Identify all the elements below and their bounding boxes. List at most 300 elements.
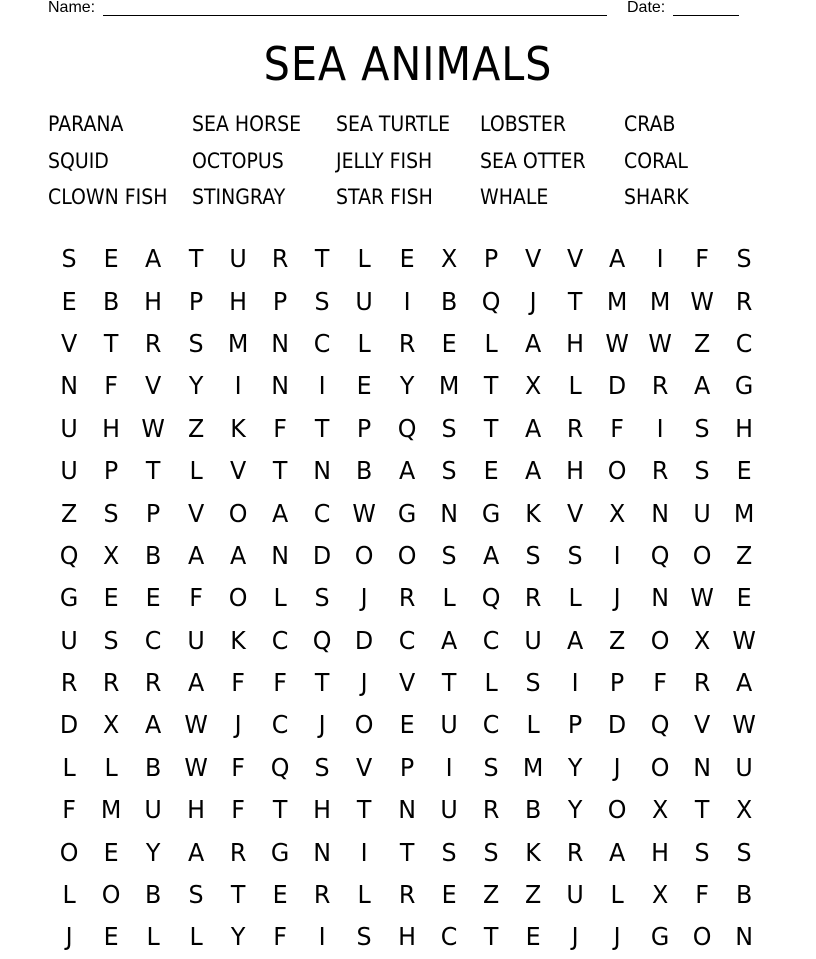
grid-letter[interactable]: A [187, 668, 204, 698]
grid-letter[interactable]: Q [59, 540, 79, 570]
grid-letter[interactable]: I [360, 837, 368, 867]
grid-letter[interactable]: T [104, 328, 119, 358]
grid-letter[interactable]: H [228, 286, 247, 316]
grid-letter[interactable]: S [314, 286, 330, 316]
grid-letter[interactable]: F [62, 795, 76, 825]
grid-letter[interactable]: L [273, 583, 287, 613]
grid-letter[interactable]: S [525, 668, 541, 698]
grid-letter[interactable]: C [482, 710, 500, 740]
grid-letter[interactable]: T [146, 456, 161, 486]
grid-letter[interactable]: I [614, 540, 622, 570]
grid-letter[interactable]: Q [312, 625, 332, 655]
grid-letter[interactable]: E [441, 328, 457, 358]
grid-letter[interactable]: S [441, 540, 457, 570]
grid-letter[interactable]: Y [188, 371, 203, 401]
grid-letter[interactable]: S [441, 456, 457, 486]
grid-letter[interactable]: Q [650, 710, 670, 740]
grid-letter[interactable]: T [230, 880, 246, 910]
grid-letter[interactable]: W [690, 286, 714, 316]
grid-letter[interactable]: L [568, 371, 582, 401]
grid-letter[interactable]: P [188, 286, 203, 316]
grid-letter[interactable]: S [525, 540, 541, 570]
date-label: Date: [627, 0, 666, 16]
grid-letter[interactable]: Z [693, 328, 711, 358]
page-title: SEA ANIMALS [263, 37, 553, 91]
grid-letter[interactable]: D [608, 710, 627, 740]
grid-letter[interactable]: N [397, 795, 416, 825]
grid-letter[interactable]: C [271, 625, 289, 655]
grid-letter[interactable]: L [357, 880, 372, 910]
grid-letter[interactable]: A [567, 625, 584, 655]
grid-letter[interactable]: S [188, 880, 204, 910]
grid-letter[interactable]: S [356, 922, 372, 952]
grid-letter[interactable]: S [188, 328, 204, 358]
grid-letter[interactable]: N [735, 922, 753, 952]
grid-letter[interactable]: B [145, 540, 162, 570]
grid-letter[interactable]: L [610, 880, 625, 910]
grid-letter[interactable]: R [145, 668, 162, 698]
grid-letter[interactable]: J [614, 752, 622, 782]
grid-letter[interactable]: S [736, 244, 752, 274]
grid-letter[interactable]: A [440, 625, 457, 655]
grid-letter[interactable]: H [566, 456, 585, 486]
grid-letter[interactable]: J [234, 710, 242, 740]
grid-letter[interactable]: I [318, 922, 326, 952]
grid-letter[interactable]: E [441, 880, 457, 910]
grid-letter[interactable]: V [229, 456, 246, 486]
grid-letter[interactable]: Y [146, 837, 161, 867]
grid-letter[interactable]: I [318, 371, 326, 401]
grid-letter[interactable]: T [357, 795, 372, 825]
grid-letter[interactable]: H [566, 328, 585, 358]
grid-letter[interactable]: F [104, 371, 119, 401]
grid-letter[interactable]: H [313, 795, 332, 825]
grid-letter[interactable]: O [397, 540, 416, 570]
grid-letter[interactable]: G [270, 837, 290, 867]
grid-letter[interactable]: N [439, 498, 458, 528]
grid-letter[interactable]: K [525, 498, 541, 528]
grid-letter[interactable]: R [651, 456, 668, 486]
grid-letter[interactable]: O [608, 795, 627, 825]
grid-letter[interactable]: E [272, 880, 288, 910]
grid-letter[interactable]: W [647, 328, 672, 358]
grid-letter[interactable]: O [228, 498, 248, 528]
grid-letter[interactable]: O [101, 880, 121, 910]
grid-letter[interactable]: C [313, 328, 331, 358]
grid-letter[interactable]: D [355, 625, 374, 655]
grid-letter[interactable]: S [103, 625, 119, 655]
grid-letter[interactable]: A [609, 837, 626, 867]
grid-letter[interactable]: N [60, 371, 78, 401]
grid-letter[interactable]: T [441, 668, 457, 698]
grid-letter[interactable]: X [693, 625, 711, 655]
grid-letter[interactable]: A [525, 456, 542, 486]
grid-letter[interactable]: G [59, 583, 79, 613]
grid-letter[interactable]: V [567, 498, 584, 528]
grid-letter[interactable]: I [445, 752, 453, 782]
grid-letter[interactable]: N [313, 456, 332, 486]
grid-letter[interactable]: B [735, 880, 753, 910]
grid-letter[interactable]: J [614, 922, 622, 952]
grid-letter[interactable]: A [482, 540, 500, 570]
grid-letter[interactable]: X [103, 710, 120, 740]
grid-letter[interactable]: S [61, 244, 77, 274]
grid-letter[interactable]: T [314, 668, 330, 698]
grid-letter[interactable]: Y [399, 371, 414, 401]
grid-letter[interactable]: O [692, 540, 712, 570]
grid-letter[interactable]: O [608, 456, 627, 486]
grid-letter[interactable]: V [60, 328, 78, 358]
grid-letter[interactable]: X [609, 498, 626, 528]
grid-letter[interactable]: B [440, 286, 457, 316]
grid-letter[interactable]: S [694, 837, 710, 867]
grid-letter[interactable]: S [441, 837, 457, 867]
grid-letter[interactable]: I [403, 286, 411, 316]
grid-letter[interactable]: T [314, 244, 330, 274]
grid-letter[interactable]: V [145, 371, 162, 401]
grid-letter[interactable]: F [231, 752, 245, 782]
grid-letter[interactable]: I [234, 371, 242, 401]
grid-letter[interactable]: B [145, 752, 162, 782]
grid-letter[interactable]: W [732, 710, 756, 740]
grid-letter[interactable]: O [650, 752, 670, 782]
grid-letter[interactable]: I [656, 244, 664, 274]
grid-letter[interactable]: T [272, 795, 288, 825]
grid-letter[interactable]: R [398, 583, 415, 613]
grid-letter[interactable]: X [735, 795, 753, 825]
grid-letter[interactable]: A [145, 710, 162, 740]
grid-letter[interactable]: M [649, 286, 670, 316]
grid-letter[interactable]: C [398, 625, 415, 655]
grid-letter[interactable]: E [103, 244, 119, 274]
grid-letter[interactable]: A [525, 328, 542, 358]
grid-letter[interactable]: A [229, 540, 246, 570]
grid-row [48, 408, 766, 450]
grid-letter[interactable]: U [186, 625, 205, 655]
grid-letter[interactable]: M [227, 328, 249, 358]
grid-letter[interactable]: E [356, 371, 372, 401]
grid-letter[interactable]: M [101, 795, 122, 825]
grid-letter[interactable]: F [273, 668, 287, 698]
grid-letter[interactable]: L [526, 710, 540, 740]
grid-letter[interactable]: V [356, 752, 373, 782]
grid-letter[interactable]: P [610, 668, 625, 698]
grid-letter[interactable]: L [146, 922, 161, 952]
grid-letter[interactable]: D [313, 540, 332, 570]
grid-letter[interactable]: E [483, 456, 499, 486]
grid-letter[interactable]: A [398, 456, 415, 486]
grid-letter[interactable]: H [735, 413, 754, 443]
grid-letter[interactable]: F [273, 922, 287, 952]
grid-letter[interactable]: M [522, 752, 544, 782]
grid-letter[interactable]: O [355, 540, 374, 570]
grid-letter[interactable]: E [103, 837, 119, 867]
grid-letter[interactable]: V [187, 498, 204, 528]
grid-letter[interactable]: U [229, 244, 247, 274]
grid-letter[interactable]: U [60, 625, 78, 655]
grid-letter[interactable]: T [314, 413, 330, 443]
grid-letter[interactable]: U [524, 625, 542, 655]
grid-letter[interactable]: L [62, 880, 76, 910]
grid-letter[interactable]: V [567, 244, 584, 274]
grid-letter[interactable]: B [103, 286, 120, 316]
grid-letter[interactable]: N [650, 498, 669, 528]
grid-letter[interactable]: F [231, 668, 245, 698]
grid-letter[interactable]: M [438, 371, 460, 401]
grid-letter[interactable]: E [736, 456, 752, 486]
grid-letter[interactable]: M [733, 498, 755, 528]
grid-letter[interactable]: N [693, 752, 711, 782]
grid-letter[interactable]: G [481, 498, 501, 528]
grid-letter[interactable]: P [272, 286, 288, 316]
word-list-item: WHALE [480, 185, 549, 209]
grid-letter[interactable]: L [357, 244, 372, 274]
grid-letter[interactable]: S [314, 583, 330, 613]
grid-letter[interactable]: F [273, 413, 287, 443]
grid-letter[interactable]: P [104, 456, 119, 486]
grid-letter[interactable]: Q [650, 540, 670, 570]
grid-letter[interactable]: P [568, 710, 583, 740]
grid-letter[interactable]: I [656, 413, 664, 443]
grid-letter[interactable]: L [189, 456, 203, 486]
grid-letter[interactable]: S [736, 837, 752, 867]
grid-letter[interactable]: W [141, 413, 166, 443]
grid-letter[interactable]: S [483, 752, 499, 782]
grid-letter[interactable]: T [399, 837, 414, 867]
grid-letter[interactable]: F [188, 583, 203, 613]
grid-letter[interactable]: V [693, 710, 711, 740]
grid-letter[interactable]: Q [481, 286, 501, 316]
grid-letter[interactable]: F [695, 244, 709, 274]
grid-letter[interactable]: B [145, 880, 162, 910]
grid-letter[interactable]: S [694, 456, 710, 486]
grid-letter[interactable]: H [650, 837, 669, 867]
grid-letter[interactable]: A [735, 668, 753, 698]
grid-letter[interactable]: S [483, 837, 499, 867]
grid-letter[interactable]: T [483, 413, 499, 443]
grid-letter[interactable]: L [62, 752, 76, 782]
grid-letter[interactable]: R [229, 837, 247, 867]
grid-letter[interactable]: G [650, 922, 669, 952]
word-list-item: SHARK [624, 185, 689, 209]
grid-letter[interactable]: E [736, 583, 752, 613]
grid-letter[interactable]: F [610, 413, 625, 443]
grid-letter[interactable]: T [568, 286, 583, 316]
grid-letter[interactable]: P [483, 244, 499, 274]
grid-letter[interactable]: C [145, 625, 162, 655]
grid-letter[interactable]: G [397, 498, 416, 528]
grid-letter[interactable]: Q [397, 413, 416, 443]
grid-letter[interactable]: E [145, 583, 161, 613]
grid-letter[interactable]: T [272, 456, 288, 486]
grid-letter[interactable]: J [571, 922, 579, 952]
word-list-item: SEA TURTLE [336, 112, 451, 136]
grid-letter[interactable]: S [103, 498, 119, 528]
grid-letter[interactable]: R [271, 244, 289, 274]
grid-letter[interactable]: T [694, 795, 710, 825]
grid-letter[interactable]: Q [270, 752, 290, 782]
grid-letter[interactable]: N [650, 583, 669, 613]
grid-letter[interactable]: E [399, 244, 415, 274]
grid-letter[interactable]: C [313, 498, 331, 528]
grid-letter[interactable]: R [735, 286, 753, 316]
grid-letter[interactable]: R [398, 880, 415, 910]
grid-letter[interactable]: I [571, 668, 579, 698]
grid-letter[interactable]: P [146, 498, 161, 528]
grid-letter[interactable]: L [104, 752, 118, 782]
grid-letter[interactable]: H [397, 922, 416, 952]
grid-letter[interactable]: Z [482, 880, 500, 910]
grid-letter[interactable]: H [102, 413, 121, 443]
grid-letter[interactable]: F [652, 668, 667, 698]
grid-letter[interactable]: A [609, 244, 626, 274]
grid-letter[interactable]: Z [609, 625, 626, 655]
grid-letter[interactable]: T [483, 371, 499, 401]
grid-letter[interactable]: R [567, 837, 584, 867]
grid-letter[interactable]: Y [568, 752, 583, 782]
grid-letter[interactable]: A [693, 371, 711, 401]
grid-letter[interactable]: R [693, 668, 711, 698]
grid-letter[interactable]: A [525, 413, 542, 443]
grid-letter[interactable]: O [650, 625, 670, 655]
grid-letter[interactable]: K [230, 413, 246, 443]
grid-letter[interactable]: T [188, 244, 203, 274]
grid-letter[interactable]: G [734, 371, 754, 401]
grid-letter[interactable]: W [352, 498, 377, 528]
grid-letter[interactable]: H [144, 286, 163, 316]
grid-letter[interactable]: J [65, 922, 73, 952]
grid-letter[interactable]: Z [525, 880, 542, 910]
grid-letter[interactable]: U [60, 413, 78, 443]
grid-letter[interactable]: L [442, 583, 456, 613]
grid-letter[interactable]: E [61, 286, 77, 316]
grid-letter[interactable]: O [59, 837, 79, 867]
grid-letter[interactable]: N [271, 540, 289, 570]
grid-letter[interactable]: R [145, 328, 162, 358]
grid-letter[interactable]: E [103, 583, 119, 613]
grid-letter[interactable]: J [614, 583, 622, 613]
grid-letter[interactable]: A [187, 837, 204, 867]
word-list-item: PARANA [48, 112, 124, 136]
grid-letter[interactable]: X [651, 880, 668, 910]
grid-letter[interactable]: H [186, 795, 205, 825]
grid-letter[interactable]: S [441, 413, 457, 443]
grid-letter[interactable]: A [145, 244, 162, 274]
grid-letter[interactable]: L [484, 328, 498, 358]
grid-letter[interactable]: F [231, 795, 245, 825]
grid-letter[interactable]: O [692, 922, 712, 952]
grid-letter[interactable]: U [60, 456, 78, 486]
grid-letter[interactable]: P [399, 752, 414, 782]
grid-letter[interactable]: R [313, 880, 331, 910]
grid-letter[interactable]: O [355, 710, 374, 740]
grid-letter[interactable]: D [59, 710, 79, 740]
grid-letter[interactable]: C [482, 625, 500, 655]
grid-letter[interactable]: K [230, 625, 246, 655]
name-field-line[interactable] [103, 0, 607, 16]
grid-letter[interactable]: E [525, 922, 541, 952]
grid-letter[interactable]: A [187, 540, 204, 570]
grid-letter[interactable]: Z [60, 498, 78, 528]
grid-letter[interactable]: X [525, 371, 542, 401]
grid-letter[interactable]: R [524, 583, 542, 613]
grid-letter[interactable]: U [355, 286, 374, 316]
date-field-line[interactable] [673, 0, 739, 16]
grid-letter[interactable]: C [271, 710, 289, 740]
grid-letter[interactable]: P [357, 413, 372, 443]
grid-letter[interactable]: B [356, 456, 373, 486]
grid-letter[interactable]: R [482, 795, 500, 825]
grid-letter[interactable]: C [735, 328, 753, 358]
grid-letter[interactable]: L [568, 583, 582, 613]
grid-letter[interactable]: U [566, 880, 585, 910]
grid-letter[interactable]: Z [735, 540, 753, 570]
grid-letter[interactable]: X [103, 540, 120, 570]
grid-letter[interactable]: J [360, 668, 368, 698]
grid-letter[interactable]: U [693, 498, 711, 528]
grid-letter[interactable]: Z [187, 413, 204, 443]
grid-letter[interactable]: Q [481, 583, 501, 613]
grid-letter[interactable]: W [732, 625, 756, 655]
grid-letter[interactable]: Y [230, 922, 246, 952]
grid-letter[interactable]: E [399, 710, 415, 740]
grid-letter[interactable]: L [484, 668, 498, 698]
grid-letter[interactable]: W [690, 583, 714, 613]
grid-letter[interactable]: S [567, 540, 583, 570]
grid-letter[interactable]: R [60, 668, 78, 698]
grid-letter[interactable]: X [440, 244, 457, 274]
grid-letter[interactable]: E [103, 922, 119, 952]
grid-letter[interactable]: C [440, 922, 458, 952]
grid-letter[interactable]: V [398, 668, 415, 698]
grid-letter[interactable]: L [357, 328, 372, 358]
grid-letter[interactable]: U [440, 795, 458, 825]
grid-row [48, 620, 766, 662]
grid-letter[interactable]: B [525, 795, 542, 825]
grid-letter[interactable]: R [651, 371, 668, 401]
grid-letter[interactable]: L [189, 922, 203, 952]
grid-letter[interactable]: O [228, 583, 248, 613]
grid-letter[interactable]: V [525, 244, 542, 274]
grid-letter[interactable]: T [483, 922, 499, 952]
grid-letter[interactable]: N [313, 837, 332, 867]
grid-letter[interactable]: S [694, 413, 710, 443]
grid-letter[interactable]: R [398, 328, 415, 358]
grid-letter[interactable]: J [360, 583, 368, 613]
grid-letter[interactable]: A [271, 498, 289, 528]
grid-letter[interactable]: M [607, 286, 628, 316]
grid-letter[interactable]: W [183, 710, 208, 740]
grid-letter[interactable]: J [529, 286, 537, 316]
grid-letter[interactable]: U [144, 795, 163, 825]
grid-letter[interactable]: K [525, 837, 541, 867]
grid-letter[interactable]: R [103, 668, 120, 698]
grid-letter[interactable]: U [440, 710, 458, 740]
grid-row [48, 662, 766, 704]
grid-letter[interactable]: Y [568, 795, 583, 825]
grid-letter[interactable]: U [735, 752, 753, 782]
grid-letter[interactable]: N [271, 371, 289, 401]
grid-letter[interactable]: J [318, 710, 326, 740]
grid-letter[interactable]: X [651, 795, 668, 825]
grid-letter[interactable]: F [695, 880, 709, 910]
grid-letter[interactable]: S [314, 752, 330, 782]
grid-letter[interactable]: W [183, 752, 208, 782]
grid-letter[interactable]: R [567, 413, 584, 443]
grid-letter[interactable]: D [608, 371, 627, 401]
grid-letter[interactable]: W [605, 328, 630, 358]
grid-letter[interactable]: N [271, 328, 289, 358]
